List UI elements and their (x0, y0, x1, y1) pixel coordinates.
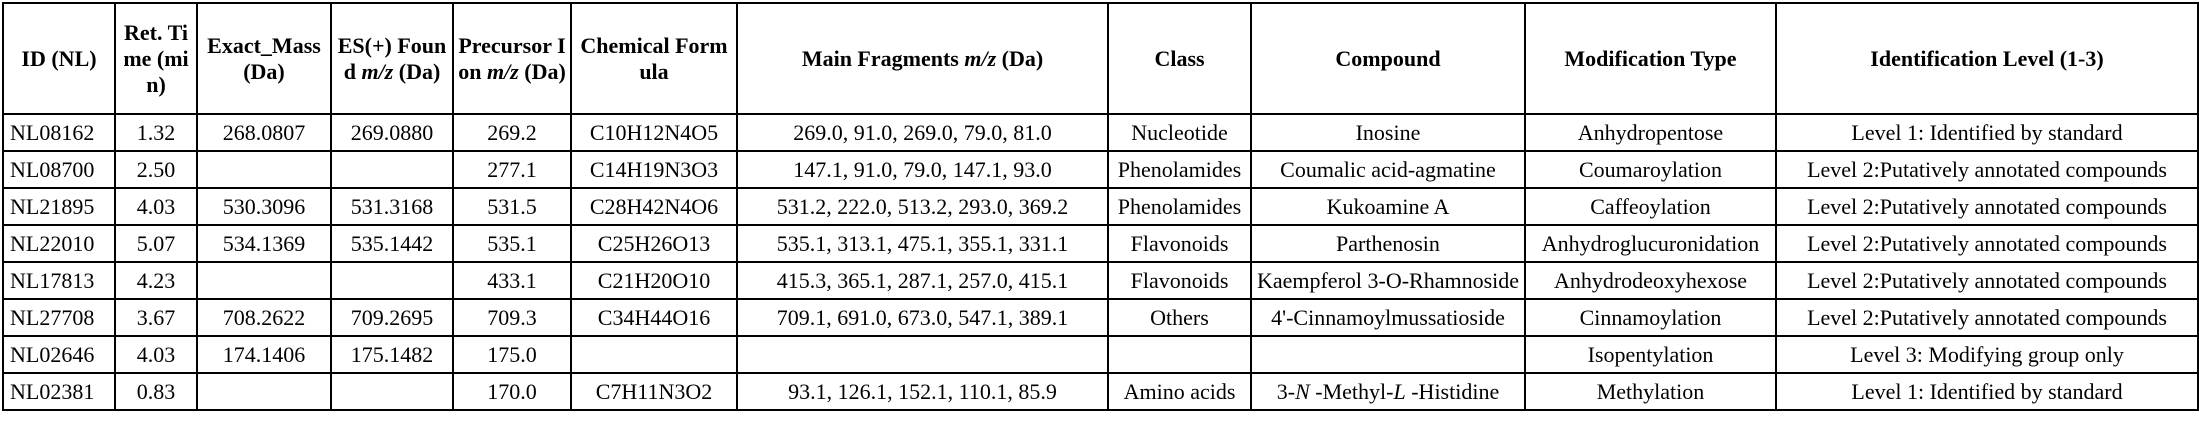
cell-modification-type: Cinnamoylation (1525, 299, 1776, 336)
cell-modification-type: Anhydroglucuronidation (1525, 225, 1776, 262)
header-compound: Compound (1251, 3, 1525, 114)
cell-compound: 3-N -Methyl-L -Histidine (1251, 373, 1525, 410)
cell-chemical-formula: C28H42N4O6 (571, 188, 737, 225)
cell-chemical-formula (571, 336, 737, 373)
cell-ret-time: 5.07 (115, 225, 197, 262)
cell-ret-time: 4.23 (115, 262, 197, 299)
header-main-fragments: Main Fragments m/z (Da) (737, 3, 1108, 114)
cell-compound: Coumalic acid-agmatine (1251, 151, 1525, 188)
cell-found-mz: 175.1482 (331, 336, 453, 373)
cell-main-fragments: 709.1, 691.0, 673.0, 547.1, 389.1 (737, 299, 1108, 336)
cell-exact-mass: 534.1369 (197, 225, 331, 262)
cell-chemical-formula: C25H26O13 (571, 225, 737, 262)
cell-compound: Kukoamine A (1251, 188, 1525, 225)
cell-ret-time: 1.32 (115, 114, 197, 151)
table-body (3, 114, 2198, 410)
cell-chemical-formula: C10H12N4O5 (571, 114, 737, 151)
cell-exact-mass: 174.1406 (197, 336, 331, 373)
cell-id: NL17813 (3, 262, 115, 299)
cell-chemical-formula: C14H19N3O3 (571, 151, 737, 188)
cell-class: Phenolamides (1108, 151, 1251, 188)
cell-class: Flavonoids (1108, 262, 1251, 299)
cell-modification-type: Anhydropentose (1525, 114, 1776, 151)
cell-modification-type: Caffeoylation (1525, 188, 1776, 225)
cell-identification-level: Level 2:Putatively annotated compounds (1776, 225, 2198, 262)
cell-ret-time: 4.03 (115, 336, 197, 373)
cell-chemical-formula: C34H44O16 (571, 299, 737, 336)
cell-id: NL08162 (3, 114, 115, 151)
cell-found-mz: 269.0880 (331, 114, 453, 151)
cell-main-fragments (737, 336, 1108, 373)
header-ret-time: Ret. Time (min) (115, 3, 197, 114)
table-row (3, 225, 2198, 262)
cell-compound: Parthenosin (1251, 225, 1525, 262)
cell-modification-type: Anhydrodeoxyhexose (1525, 262, 1776, 299)
cell-modification-type: Isopentylation (1525, 336, 1776, 373)
cell-class: Amino acids (1108, 373, 1251, 410)
cell-precursor-ion: 531.5 (453, 188, 571, 225)
table-row (3, 373, 2198, 410)
cell-precursor-ion: 535.1 (453, 225, 571, 262)
header-exact-mass: Exact_Mass (Da) (197, 3, 331, 114)
cell-main-fragments: 147.1, 91.0, 79.0, 147.1, 93.0 (737, 151, 1108, 188)
page (0, 2, 2199, 435)
header-modification-type: Modification Type (1525, 3, 1776, 114)
cell-main-fragments: 269.0, 91.0, 269.0, 79.0, 81.0 (737, 114, 1108, 151)
cell-precursor-ion: 170.0 (453, 373, 571, 410)
cell-id: NL21895 (3, 188, 115, 225)
cell-identification-level: Level 1: Identified by standard (1776, 114, 2198, 151)
cell-found-mz (331, 262, 453, 299)
cell-class: Phenolamides (1108, 188, 1251, 225)
header-row (3, 3, 2198, 114)
cell-ret-time: 2.50 (115, 151, 197, 188)
cell-id: NL27708 (3, 299, 115, 336)
table-row (3, 188, 2198, 225)
cell-modification-type: Methylation (1525, 373, 1776, 410)
cell-precursor-ion: 175.0 (453, 336, 571, 373)
cell-exact-mass: 268.0807 (197, 114, 331, 151)
cell-class: Nucleotide (1108, 114, 1251, 151)
cell-id: NL02646 (3, 336, 115, 373)
cell-ret-time: 0.83 (115, 373, 197, 410)
header-found-mz: ES(+) Found m/z (Da) (331, 3, 453, 114)
cell-class: Flavonoids (1108, 225, 1251, 262)
cell-precursor-ion: 269.2 (453, 114, 571, 151)
cell-exact-mass (197, 151, 331, 188)
cell-id: NL08700 (3, 151, 115, 188)
cell-exact-mass (197, 373, 331, 410)
cell-identification-level: Level 2:Putatively annotated compounds (1776, 299, 2198, 336)
cell-main-fragments: 531.2, 222.0, 513.2, 293.0, 369.2 (737, 188, 1108, 225)
cell-found-mz: 709.2695 (331, 299, 453, 336)
cell-modification-type: Coumaroylation (1525, 151, 1776, 188)
cell-compound: 4'-Cinnamoylmussatioside (1251, 299, 1525, 336)
cell-precursor-ion: 709.3 (453, 299, 571, 336)
header-precursor-ion: Precursor Ion m/z (Da) (453, 3, 571, 114)
cell-id: NL02381 (3, 373, 115, 410)
identification-table (2, 2, 2199, 411)
cell-chemical-formula: C21H20O10 (571, 262, 737, 299)
cell-class: Others (1108, 299, 1251, 336)
table-row (3, 336, 2198, 373)
cell-compound (1251, 336, 1525, 373)
cell-compound: Kaempferol 3-O-Rhamnoside (1251, 262, 1525, 299)
cell-identification-level: Level 1: Identified by standard (1776, 373, 2198, 410)
cell-ret-time: 3.67 (115, 299, 197, 336)
table-row (3, 299, 2198, 336)
cell-found-mz: 531.3168 (331, 188, 453, 225)
header-identification-level: Identification Level (1-3) (1776, 3, 2198, 114)
cell-found-mz (331, 373, 453, 410)
cell-compound: Inosine (1251, 114, 1525, 151)
cell-found-mz (331, 151, 453, 188)
cell-precursor-ion: 433.1 (453, 262, 571, 299)
cell-found-mz: 535.1442 (331, 225, 453, 262)
cell-id: NL22010 (3, 225, 115, 262)
cell-main-fragments: 93.1, 126.1, 152.1, 110.1, 85.9 (737, 373, 1108, 410)
cell-main-fragments: 535.1, 313.1, 475.1, 355.1, 331.1 (737, 225, 1108, 262)
cell-identification-level: Level 2:Putatively annotated compounds (1776, 262, 2198, 299)
cell-identification-level: Level 2:Putatively annotated compounds (1776, 188, 2198, 225)
cell-exact-mass: 708.2622 (197, 299, 331, 336)
table-row (3, 151, 2198, 188)
header-chemical-formula: Chemical Formula (571, 3, 737, 114)
cell-identification-level: Level 3: Modifying group only (1776, 336, 2198, 373)
cell-exact-mass: 530.3096 (197, 188, 331, 225)
cell-chemical-formula: C7H11N3O2 (571, 373, 737, 410)
table-row (3, 262, 2198, 299)
header-id: ID (NL) (3, 3, 115, 114)
cell-main-fragments: 415.3, 365.1, 287.1, 257.0, 415.1 (737, 262, 1108, 299)
cell-ret-time: 4.03 (115, 188, 197, 225)
cell-precursor-ion: 277.1 (453, 151, 571, 188)
cell-exact-mass (197, 262, 331, 299)
header-class: Class (1108, 3, 1251, 114)
cell-identification-level: Level 2:Putatively annotated compounds (1776, 151, 2198, 188)
table-row (3, 114, 2198, 151)
cell-class (1108, 336, 1251, 373)
